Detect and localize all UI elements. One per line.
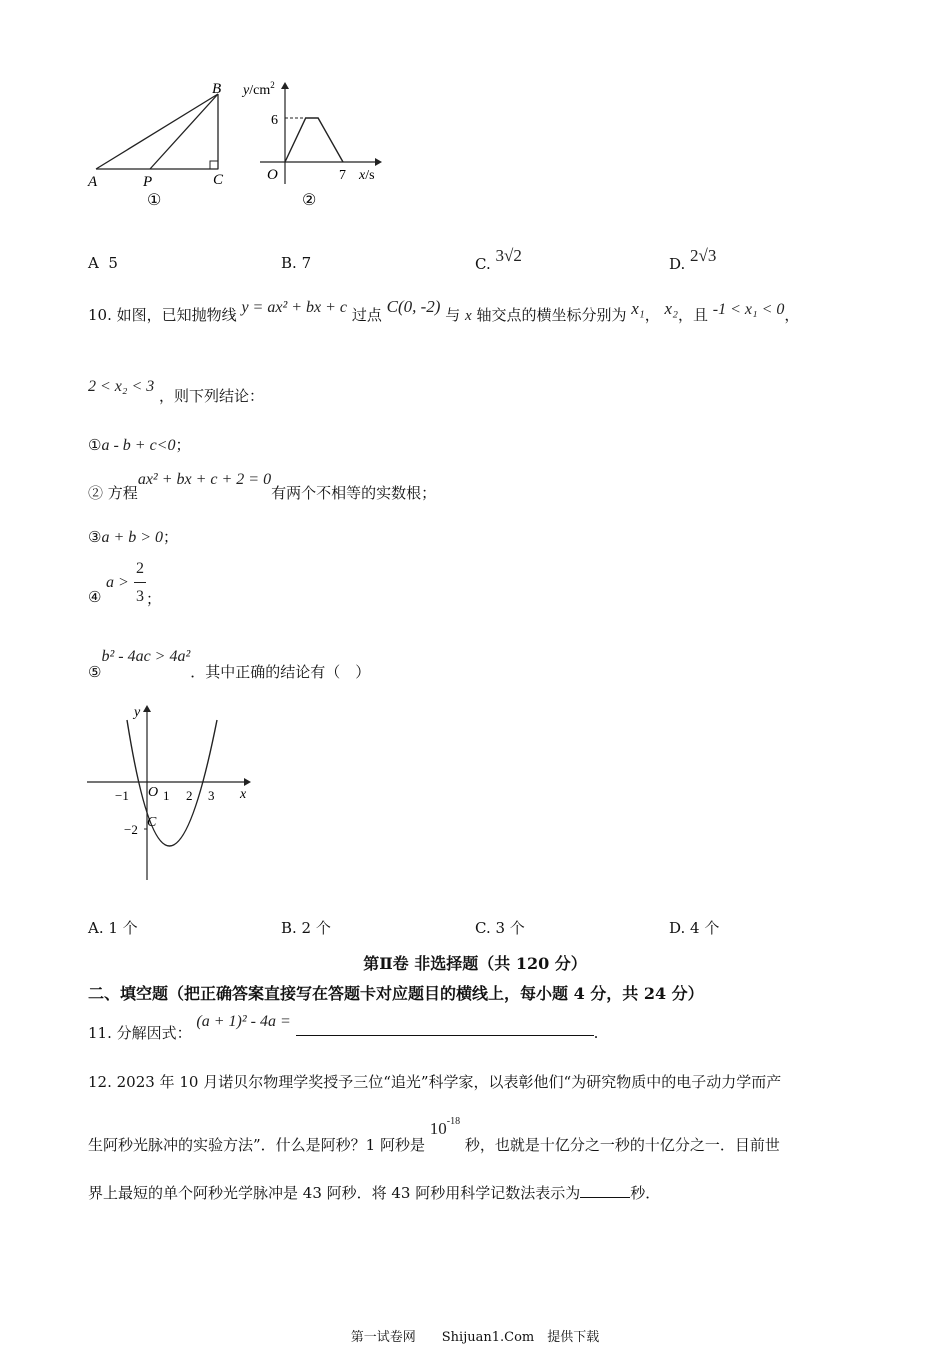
q10-option-c[interactable]: C. 3 个 — [475, 919, 525, 937]
origin-label: O — [267, 167, 278, 183]
q10-stem-line2 — [88, 375, 265, 405]
conclusion-1-num: ① — [88, 436, 102, 454]
conclusion-5 — [88, 645, 371, 681]
tick-1: 1 — [163, 788, 170, 803]
vertex-label-B: B — [212, 81, 222, 97]
point-c-label: C — [147, 815, 157, 830]
origin-label: O — [148, 785, 159, 800]
q12-line3 — [88, 1182, 660, 1203]
fraction-bar — [134, 582, 146, 583]
q10-cond1-end: ， — [784, 306, 800, 324]
q11-end: . — [593, 1024, 599, 1042]
parabola-graph — [82, 702, 257, 887]
conclusion-1-end: ； — [175, 436, 191, 454]
power-base: 10 — [429, 1119, 447, 1138]
vertex-label-C: C — [213, 172, 224, 188]
q10-then: ，则下列结论： — [159, 387, 265, 405]
tick-2: 2 — [186, 788, 193, 803]
fraction-numerator: 2 — [136, 560, 144, 577]
y-tick-6: 6 — [271, 113, 278, 128]
point-c: C(0, -2) — [386, 297, 441, 316]
option-value: 3√2 — [495, 246, 522, 265]
x-var: x — [465, 308, 472, 324]
q10-stem-line1 — [88, 297, 800, 325]
q12-answer-blank[interactable] — [580, 1183, 630, 1198]
option-letter: D. — [669, 255, 686, 273]
parabola-equation: y = ax² + bx + c — [241, 299, 348, 316]
fill-in-heading: 二、填空题（把正确答案直接写在答题卡对应题目的横线上，每小题 4 分，共 24 分） — [88, 984, 704, 1003]
conclusion-3-num: ③ — [88, 528, 102, 546]
condition-x1: -1 < x₁ < 0 — [712, 301, 785, 318]
graph-polyline — [285, 118, 343, 162]
comma: ， — [644, 306, 660, 324]
q11 — [88, 1010, 599, 1042]
option-value: 2√3 — [690, 246, 717, 265]
footer: 第一试卷网 Shijuan1.Com 提供下载 — [350, 1330, 600, 1345]
figure2-caption: ② — [302, 192, 317, 209]
q11-number: 11. 分解因式： — [88, 1024, 192, 1042]
conclusion-1 — [88, 434, 191, 455]
x2-var: x₂ — [664, 299, 678, 318]
x-tick-7: 7 — [339, 168, 346, 183]
parabola-curve — [127, 720, 217, 846]
conclusion-1-expr: a - b + c<0 — [101, 437, 176, 454]
q10-number: 10. — [88, 306, 112, 324]
conclusion-3-expr: a + b > 0 — [101, 529, 164, 546]
option-value: 5 — [108, 254, 118, 272]
q12-line2 — [88, 1116, 780, 1154]
conclusion-4-end: ； — [146, 590, 162, 608]
x1-var: x₁ — [631, 299, 645, 318]
q11-answer-blank[interactable] — [296, 1021, 594, 1036]
y-axis-label: $y/cm^2$ — [243, 80, 275, 98]
fraction-denominator: 3 — [136, 588, 144, 605]
condition-x2: 2 < x₂ < 3 — [88, 378, 155, 395]
q10-and: ，且 — [678, 306, 709, 324]
y-axis-label: y — [134, 705, 141, 720]
tick-neg1: −1 — [115, 788, 129, 803]
q12-line3-b: 秒． — [630, 1184, 661, 1202]
option-letter: A — [88, 254, 99, 272]
conclusion-2-text: 方程 — [107, 484, 138, 502]
triangle-figure — [80, 78, 240, 213]
q12-line2-b: 秒，也就是十亿分之一秒的十亿分之一．目前世 — [464, 1136, 780, 1154]
q9-option-b[interactable] — [281, 254, 311, 272]
vertex-label-P: P — [143, 174, 153, 190]
conclusion-3 — [88, 526, 178, 547]
q12-line3-a: 界上最短的单个阿秒光学脉冲是 43 阿秒．将 43 阿秒用科学记数法表示为 — [88, 1184, 581, 1202]
option-value: 7 — [301, 254, 312, 272]
q11-expression: (a + 1)² - 4a = — [196, 1013, 291, 1030]
conclusion-4-num: ④ — [88, 588, 102, 606]
q9-option-c[interactable] — [475, 246, 522, 273]
conclusion-2-expr: ax² + bx + c + 2 = 0 — [137, 471, 272, 488]
conclusion-2-end: 有两个不相等的实数根； — [271, 484, 437, 502]
conclusion-5-expr: b² - 4ac > 4a² — [101, 648, 191, 665]
conclusion-5-end: ．其中正确的结论有（ ） — [190, 663, 371, 681]
q9-option-d[interactable] — [669, 246, 717, 273]
function-graph — [235, 74, 395, 214]
q10-intersect: 与 — [445, 306, 461, 324]
conclusion-5-num: ⑤ — [88, 663, 102, 681]
q10-option-b[interactable]: B. 2 个 — [281, 919, 331, 937]
q12-line2-a: 生阿秒光脉冲的实验方法”．什么是阿秒？1 阿秒是 — [88, 1136, 425, 1154]
option-letter: B. — [281, 254, 297, 272]
figure1-caption: ① — [147, 192, 162, 209]
power-exponent: -18 — [446, 1116, 461, 1127]
conclusion-2-num: ② — [88, 484, 104, 502]
option-letter: C. — [475, 255, 491, 273]
q10-intro: 如图，已知抛物线 — [116, 306, 237, 324]
q10-passes: 过点 — [351, 306, 382, 324]
section-title: 第Ⅱ卷 非选择题（共 120 分） — [363, 954, 587, 973]
q12-line1: 12. 2023 年 10 月诺贝尔物理学奖授予三位“追光”科学家，以表彰他们“为研究物质中的电子动力学而产 — [88, 1073, 782, 1091]
q10-option-d[interactable]: D. 4 个 — [669, 919, 720, 937]
conclusion-2 — [88, 468, 437, 502]
tick-3: 3 — [208, 788, 215, 803]
tick-neg2: −2 — [124, 822, 138, 837]
conclusion-4-lhs: a > — [106, 574, 129, 591]
conclusion-3-end: ； — [163, 528, 179, 546]
x-axis-label: x — [240, 787, 247, 802]
q10-option-a[interactable]: A. 1 个 — [88, 919, 138, 937]
q10-axis-text: 轴交点的横坐标分别为 — [476, 306, 627, 324]
x-axis-label: x/s — [359, 168, 375, 183]
q9-option-a[interactable] — [88, 254, 118, 272]
vertex-label-A: A — [88, 174, 98, 190]
